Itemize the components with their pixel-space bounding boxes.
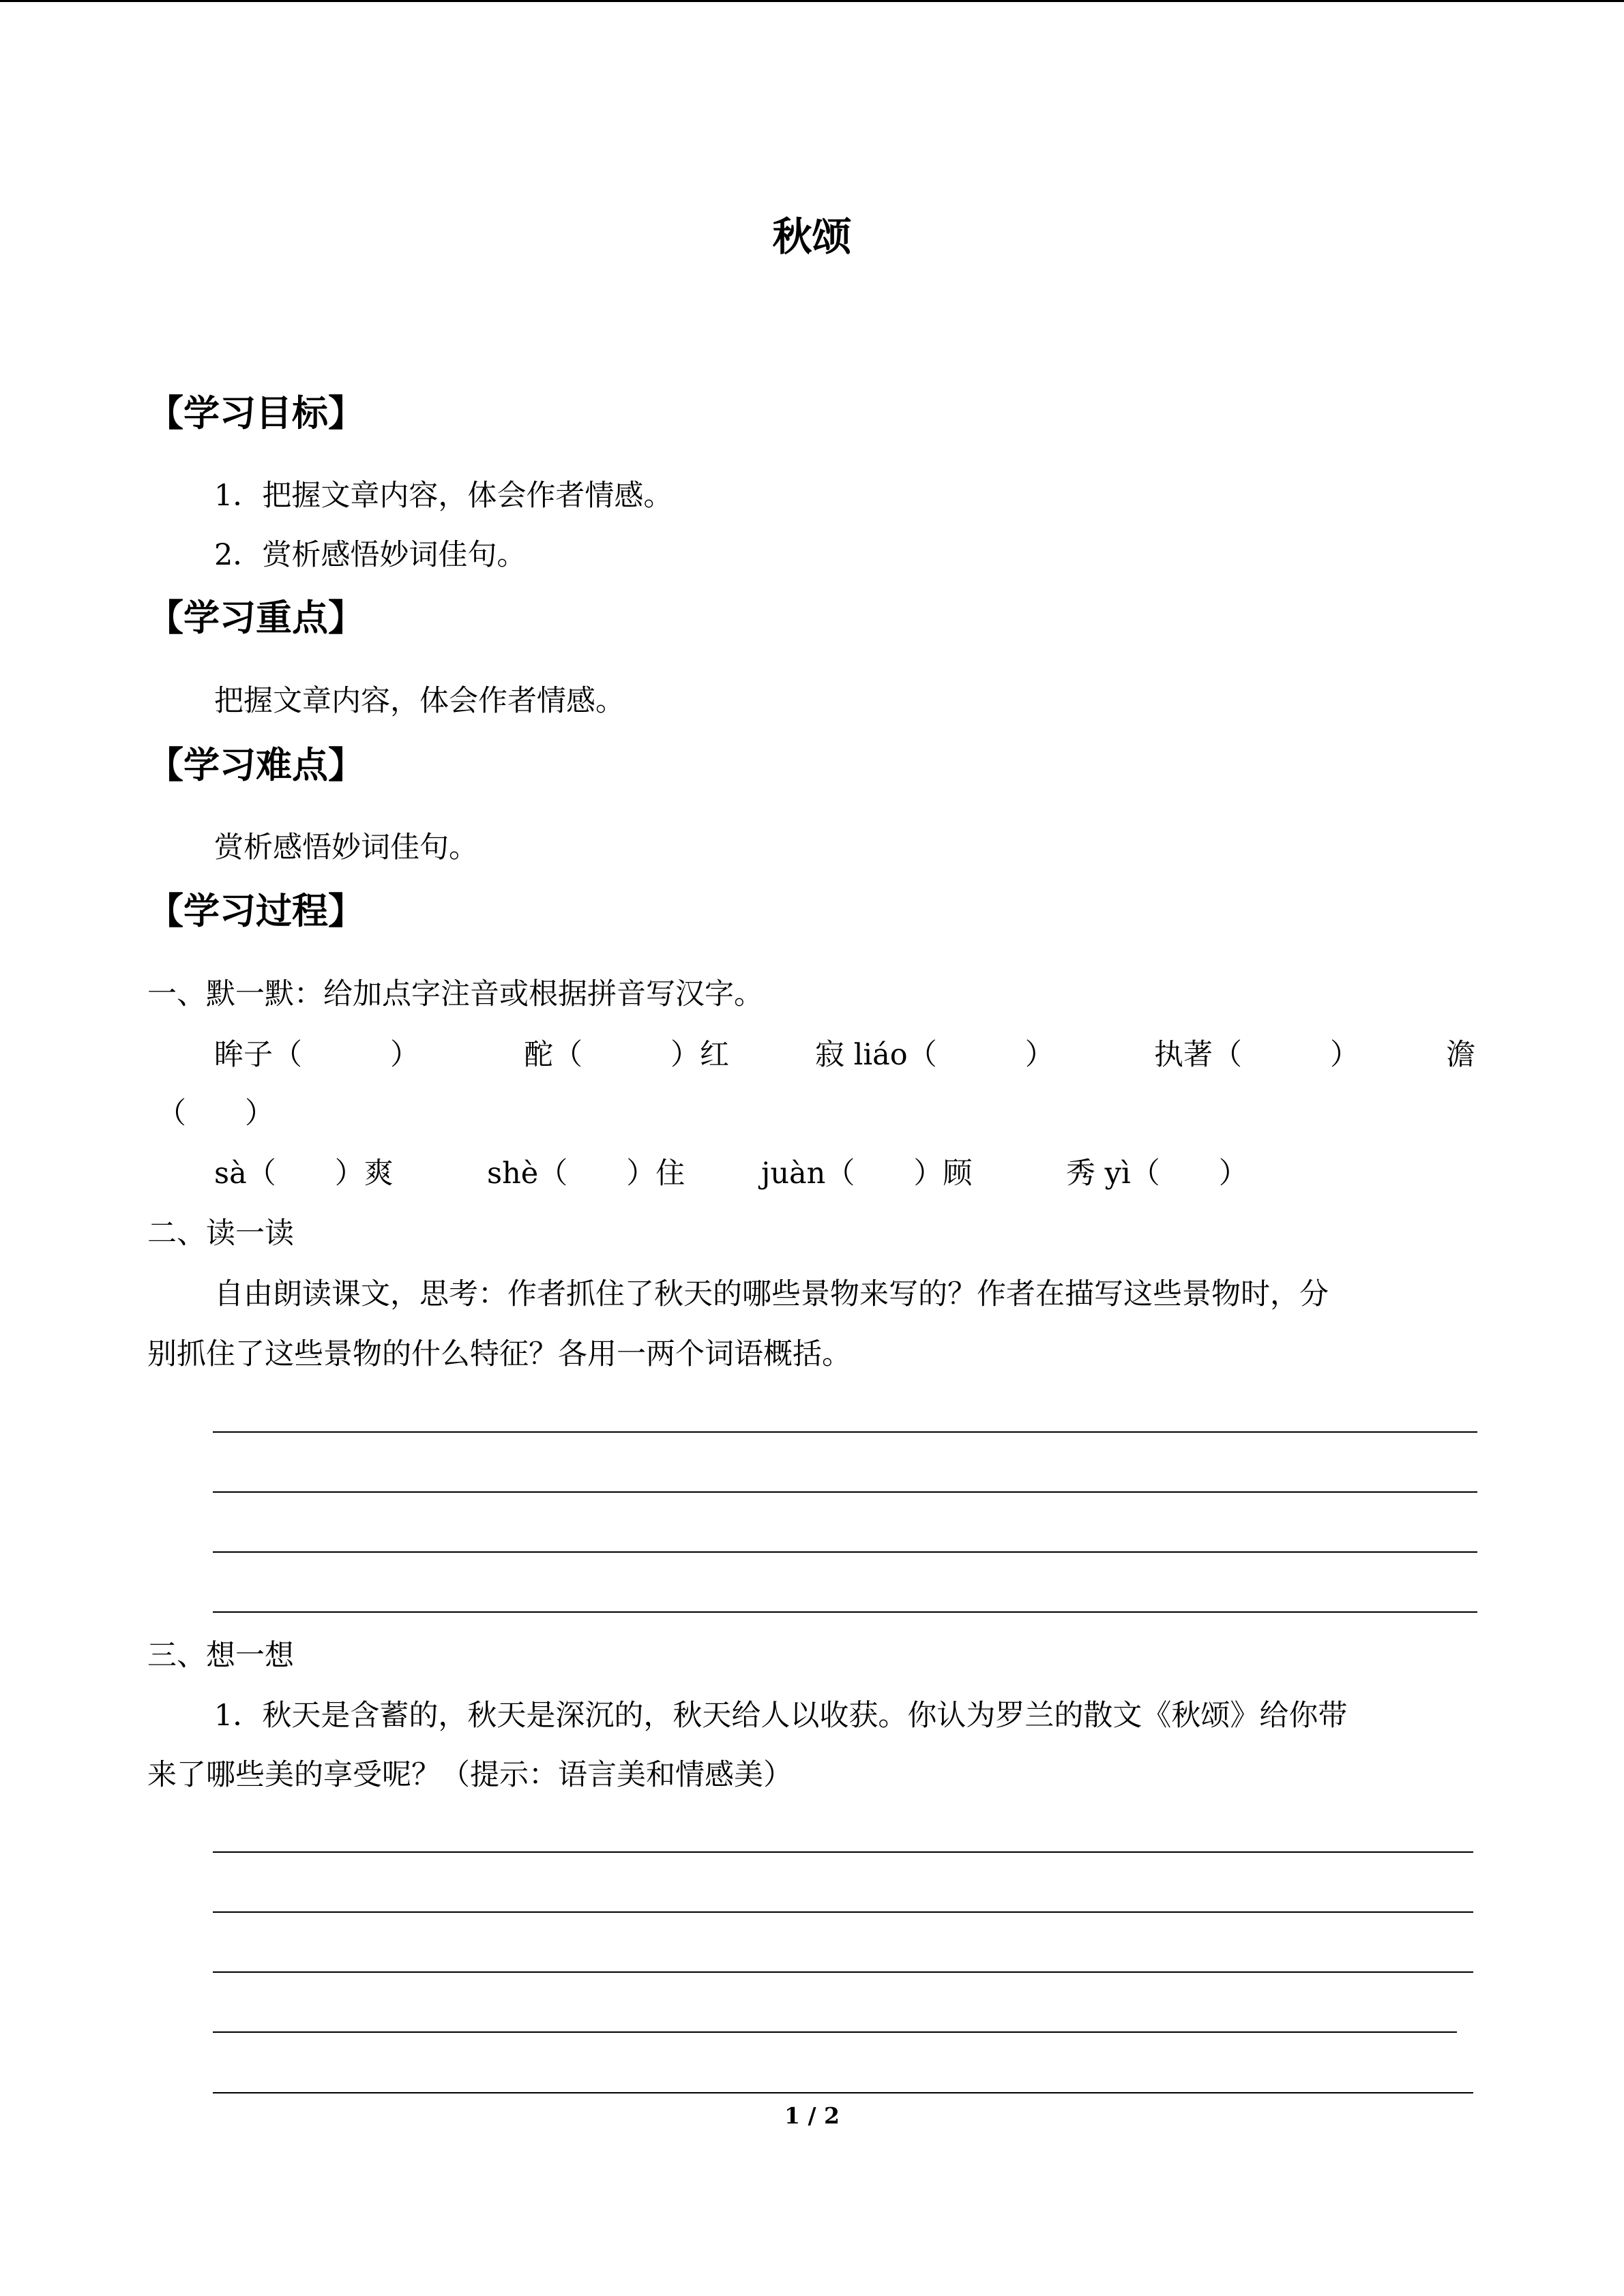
difficulty-text: 赏析感悟妙词佳句。 [214,831,478,865]
answer-line[interactable] [213,1491,1477,1493]
key-heading: 【学习重点】 [147,597,364,639]
part3-question1-line2: 来了哪些美的享受呢？（提示：语言美和情感美） [147,1758,793,1792]
answer-line[interactable] [213,1431,1477,1433]
part3-question1-line1: 1．秋天是含蓄的，秋天是深沉的，秋天给人以收获。你认为罗兰的散文《秋颂》给你带 [214,1699,1348,1733]
answer-line[interactable] [213,1971,1473,1973]
goal-item-2: 2．赏析感悟妙词佳句。 [214,538,527,572]
pinyin-item: 眸子（ ） [214,1038,419,1072]
pinyin-item: sà（ ）爽 [214,1157,394,1191]
key-text: 把握文章内容，体会作者情感。 [214,684,625,718]
answer-line[interactable] [213,2092,1473,2093]
pinyin-item: 澹 [1446,1038,1475,1072]
pinyin-item: 秀 yì（ ） [1066,1157,1248,1191]
answer-line[interactable] [213,1911,1473,1913]
page-title: 秋颂 [772,213,852,260]
answer-line[interactable] [213,1611,1477,1613]
pinyin-item: juàn（ ）顾 [761,1157,973,1191]
answer-line[interactable] [213,1551,1477,1553]
pinyin-row1-continuation: （ ） [157,1097,274,1131]
pinyin-item: 寂 liáo（ ） [815,1038,1054,1072]
goals-heading: 【学习目标】 [147,393,364,434]
pinyin-item: 酡（ ）红 [524,1038,729,1072]
difficulty-heading: 【学习难点】 [147,745,364,786]
pinyin-item: 执著（ ） [1154,1038,1359,1072]
answer-line[interactable] [213,2031,1457,2033]
page-top-border [0,0,1624,2]
part2-paragraph-line1: 自由朗读课文，思考：作者抓住了秋天的哪些景物来写的？作者在描写这些景物时，分 [214,1277,1329,1311]
part1-heading: 一、默一默：给加点字注音或根据拼音写汉字。 [147,977,763,1011]
pinyin-item: shè（ ）住 [487,1157,685,1191]
answer-line[interactable] [213,1851,1473,1853]
page-number: 1 / 2 [784,2102,840,2129]
process-heading: 【学习过程】 [147,891,364,932]
part2-paragraph-line2: 别抓住了这些景物的什么特征？各用一两个词语概括。 [147,1337,851,1371]
part3-heading: 三、想一想 [147,1639,294,1673]
part2-heading: 二、读一读 [147,1217,294,1251]
goal-item-1: 1．把握文章内容，体会作者情感。 [214,479,673,513]
